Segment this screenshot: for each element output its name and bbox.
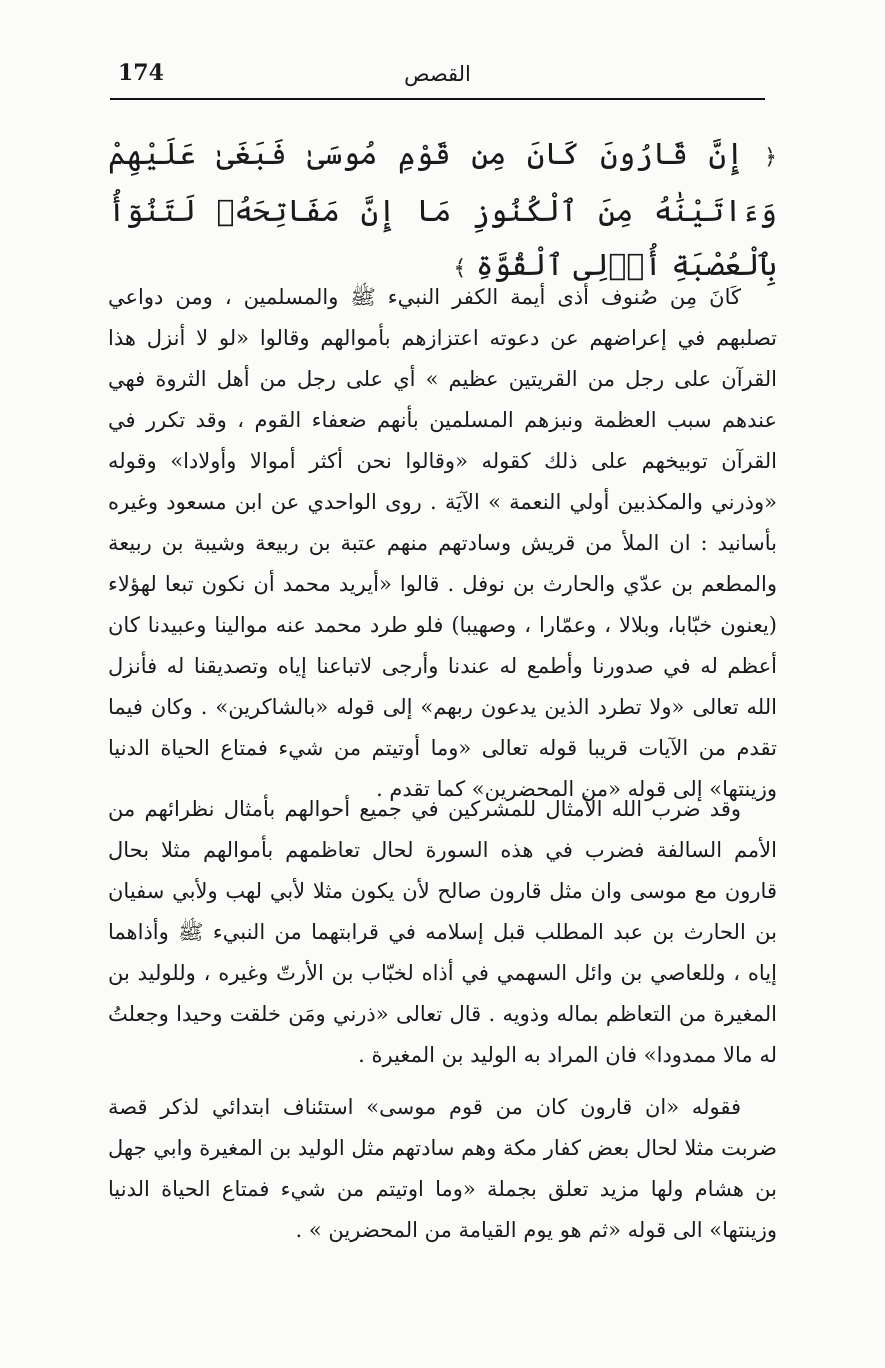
paragraph-3: فقوله «ان قارون كان من قوم موسى» استئناف ابتدائي لذكر قصة ضربت مثلا لحال بعض كفار مكة وهم سادتهم مثل الوليد بن المغيرة وابي جهل بن هشام ولها مزيد تعلق بجملة «وما اوتيتم من شيء فمتاع الحياة الدنيا وزينتها» الى قوله «ثم هو يوم القيامة من المحضرين » . bbox=[108, 1095, 777, 1242]
page-header bbox=[110, 56, 765, 100]
verse-open-bracket: ﴿ bbox=[764, 145, 777, 170]
verse-text: إِنَّ قَارُونَ كَانَ مِن قَوْمِ مُوسَىٰ فَبَغَىٰ عَلَيْهِمْ وَءَاتَيْنَٰهُ مِنَ ٱلْكُنُوزِ مَا إِنَّ مَفَاتِحَهُۥ لَتَنُوٓأُ بِٱلْعُصْبَةِ أُو۟لِى ٱلْقُوَّةِ bbox=[108, 137, 777, 283]
paragraph-1: كَانَ مِن صُنوف أذى أيمة الكفر النبيء ﷺ والمسلمين ، ومن دواعي تصلبهم في إعراضهم عن دعوته اعتزازهم بأموالهم وقالوا «لو لا أنزل هذا القرآن على رجل من القريتين عظيم » أي على رجل من أهل الثروة فهي عندهم سبب العظمة ونبزهم المسلمين بأنهم ضعفاء القوم ، وقد تكرر في القرآن توبيخهم على ذلك كقوله «وقالوا نحن أكثر أموالا وأولادا» وقوله «وذرني والمكذبين أولي النعمة » الآيَة . روى الواحدي عن ابن مسعود وغيره بأسانيد : ان الملأ من قريش وسادتهم منهم عتبة بن ربيعة وشيبة بن ربيعة والمطعم بن عدّي والحارث بن نوفل . قالوا «أيريد محمد أن نكون تبعا لهؤلاء (يعنون خبّابا، وبلالا ، وعمّارا ، وصهيبا) فلو طرد محمد عنه موالينا وعبيدنا كان أعظم له في صدورنا وأطمع له عندنا وأرجى لاتباعنا إياه وتصديقنا له فأنزل الله تعالى «ولا تطرد الذين يدعون ربهم» إلى قوله «بالشاكرين» . وكان فيما تقدم من الآيات قريبا قوله تعالى «وما أوتيتم من شيء فمتاع الحياة الدنيا وزينتها» إلى قوله «من المحضرين» كما تقدم . bbox=[108, 285, 777, 801]
running-title: القصص bbox=[404, 62, 471, 86]
page-number: 174 bbox=[118, 60, 164, 86]
verse-close-bracket: ﴾ bbox=[453, 256, 467, 281]
quran-verse bbox=[108, 128, 777, 296]
paragraph-2: وقد ضرب الله الأمثال للمشركين في جميع أحوالهم بأمثال نظرائهم من الأمم السالفة فضرب في هذه السورة لحال تعاظمهم بأموالهم مثلا بحال قارون مع موسى وان مثل قارون صالح لأن يكون مثلا لأبي لهب ولأبي سفيان بن الحارث بن عبد المطلب قبل إسلامه في قرابتهما من النبيء ﷺ وأذاهما إياه ، وللعاصي بن وائل السهمي في أذاه لخبّاب بن الأرتّ وغيره ، وللوليد بن المغيرة من التعاظم بماله وذويه . قال تعالى «ذرني ومَن خلقت وحيدا وجعلتُ له مالا ممدودا» فان المراد به الوليد بن المغيرة . bbox=[108, 797, 777, 1067]
